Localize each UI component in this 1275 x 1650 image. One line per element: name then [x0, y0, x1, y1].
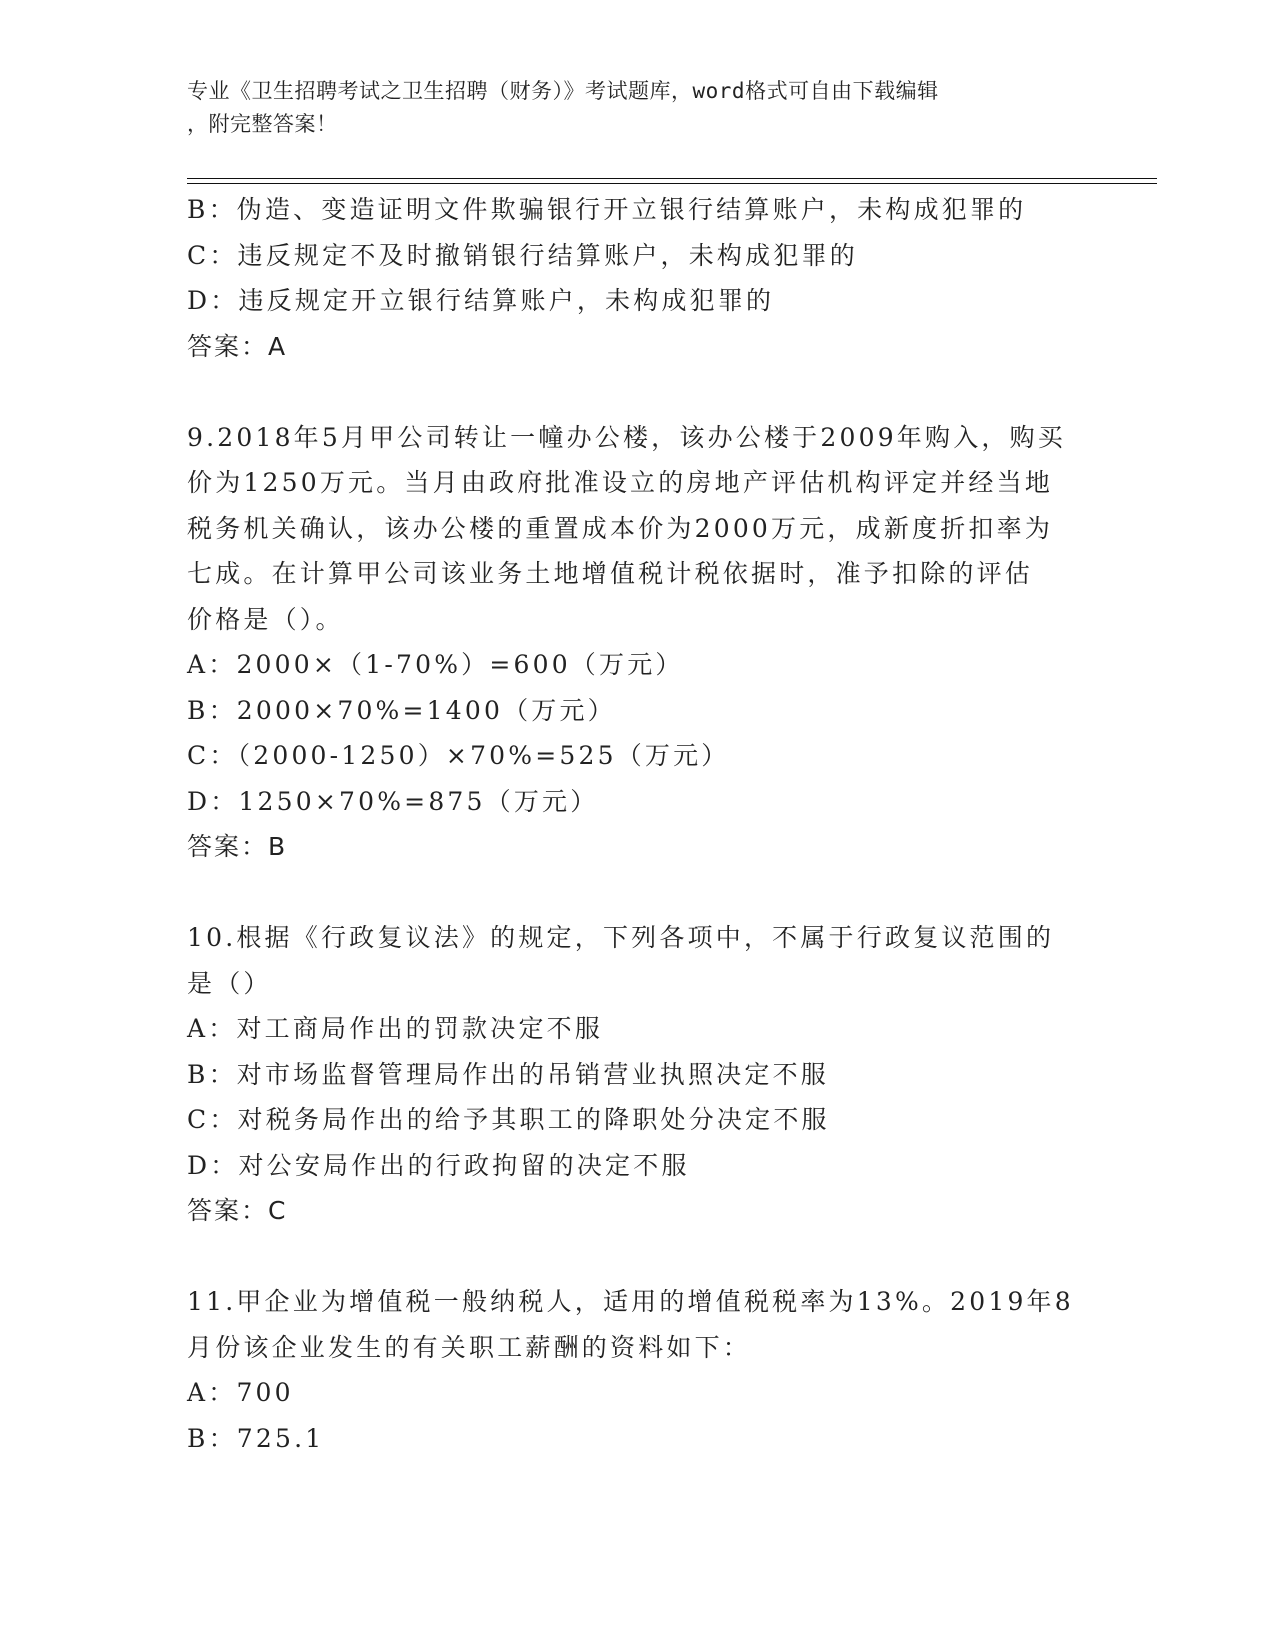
question-10 [187, 915, 1087, 1234]
question-stem-line: 七成。在计算甲公司该业务土地增值税计税依据时，准予扣除的评估 [187, 559, 1034, 588]
option-d: D：对公安局作出的行政拘留的决定不服 [187, 1150, 690, 1180]
header-line-1: 专业《卫生招聘考试之卫生招聘（财务）》考试题库，word格式可自由下载编辑 [187, 79, 939, 103]
answer-label: 答案：C [187, 1196, 288, 1225]
question-11 [187, 1279, 1087, 1461]
question-stem-line: 9.2018年5月甲公司转让一幢办公楼，该办公楼于2009年购入，购买 [187, 422, 1067, 452]
question-stem-line: 10.根据《行政复议法》的规定，下列各项中，不属于行政复议范围的 [187, 923, 1055, 952]
question-stem-line: 价为1250万元。当月由政府批准设立的房地产评估机构评定并经当地 [187, 468, 1054, 497]
document-header [187, 75, 1067, 141]
question-9 [187, 415, 1087, 870]
question-8-continued [187, 187, 1087, 369]
question-stem-line: 价格是（）。 [187, 604, 344, 634]
question-stem-line: 月份该企业发生的有关职工薪酬的资料如下： [187, 1332, 752, 1362]
question-spacer [187, 369, 1087, 415]
answer-label: 答案：B [187, 832, 288, 861]
question-list [187, 187, 1087, 1461]
option-a: A：700 [187, 1378, 294, 1407]
answer-label: 答案：A [187, 331, 288, 361]
question-spacer [187, 870, 1087, 916]
question-spacer [187, 1234, 1087, 1280]
option-c: C：（2000-1250）×70%=525（万元） [187, 741, 730, 770]
option-d: D：1250×70%=875（万元） [187, 786, 599, 816]
option-b: B：对市场监督管理局作出的吊销营业执照决定不服 [187, 1059, 829, 1089]
option-b: B：2000×70%=1400（万元） [187, 695, 616, 725]
option-b: B：伪造、变造证明文件欺骗银行开立银行结算账户，未构成犯罪的 [187, 195, 1027, 224]
option-c: C：对税务局作出的给予其职工的降职处分决定不服 [187, 1105, 830, 1134]
question-stem-line: 11.甲企业为增值税一般纳税人，适用的增值税税率为13%。2019年8 [187, 1287, 1074, 1316]
question-stem-line: 税务机关确认，该办公楼的重置成本价为2000万元，成新度折扣率为 [187, 513, 1054, 543]
header-divider-top [187, 178, 1157, 179]
option-a: A：2000×（1-70%）=600（万元） [187, 650, 684, 679]
option-c: C：违反规定不及时撤销银行结算账户，未构成犯罪的 [187, 240, 858, 270]
option-b: B：725.1 [187, 1423, 325, 1453]
header-divider-bottom [187, 183, 1157, 184]
question-stem-line: 是（） [187, 968, 272, 998]
header-line-2: ，附完整答案！ [187, 112, 338, 136]
option-a: A：对工商局作出的罚款决定不服 [187, 1014, 604, 1043]
option-d: D：违反规定开立银行结算账户，未构成犯罪的 [187, 286, 775, 315]
